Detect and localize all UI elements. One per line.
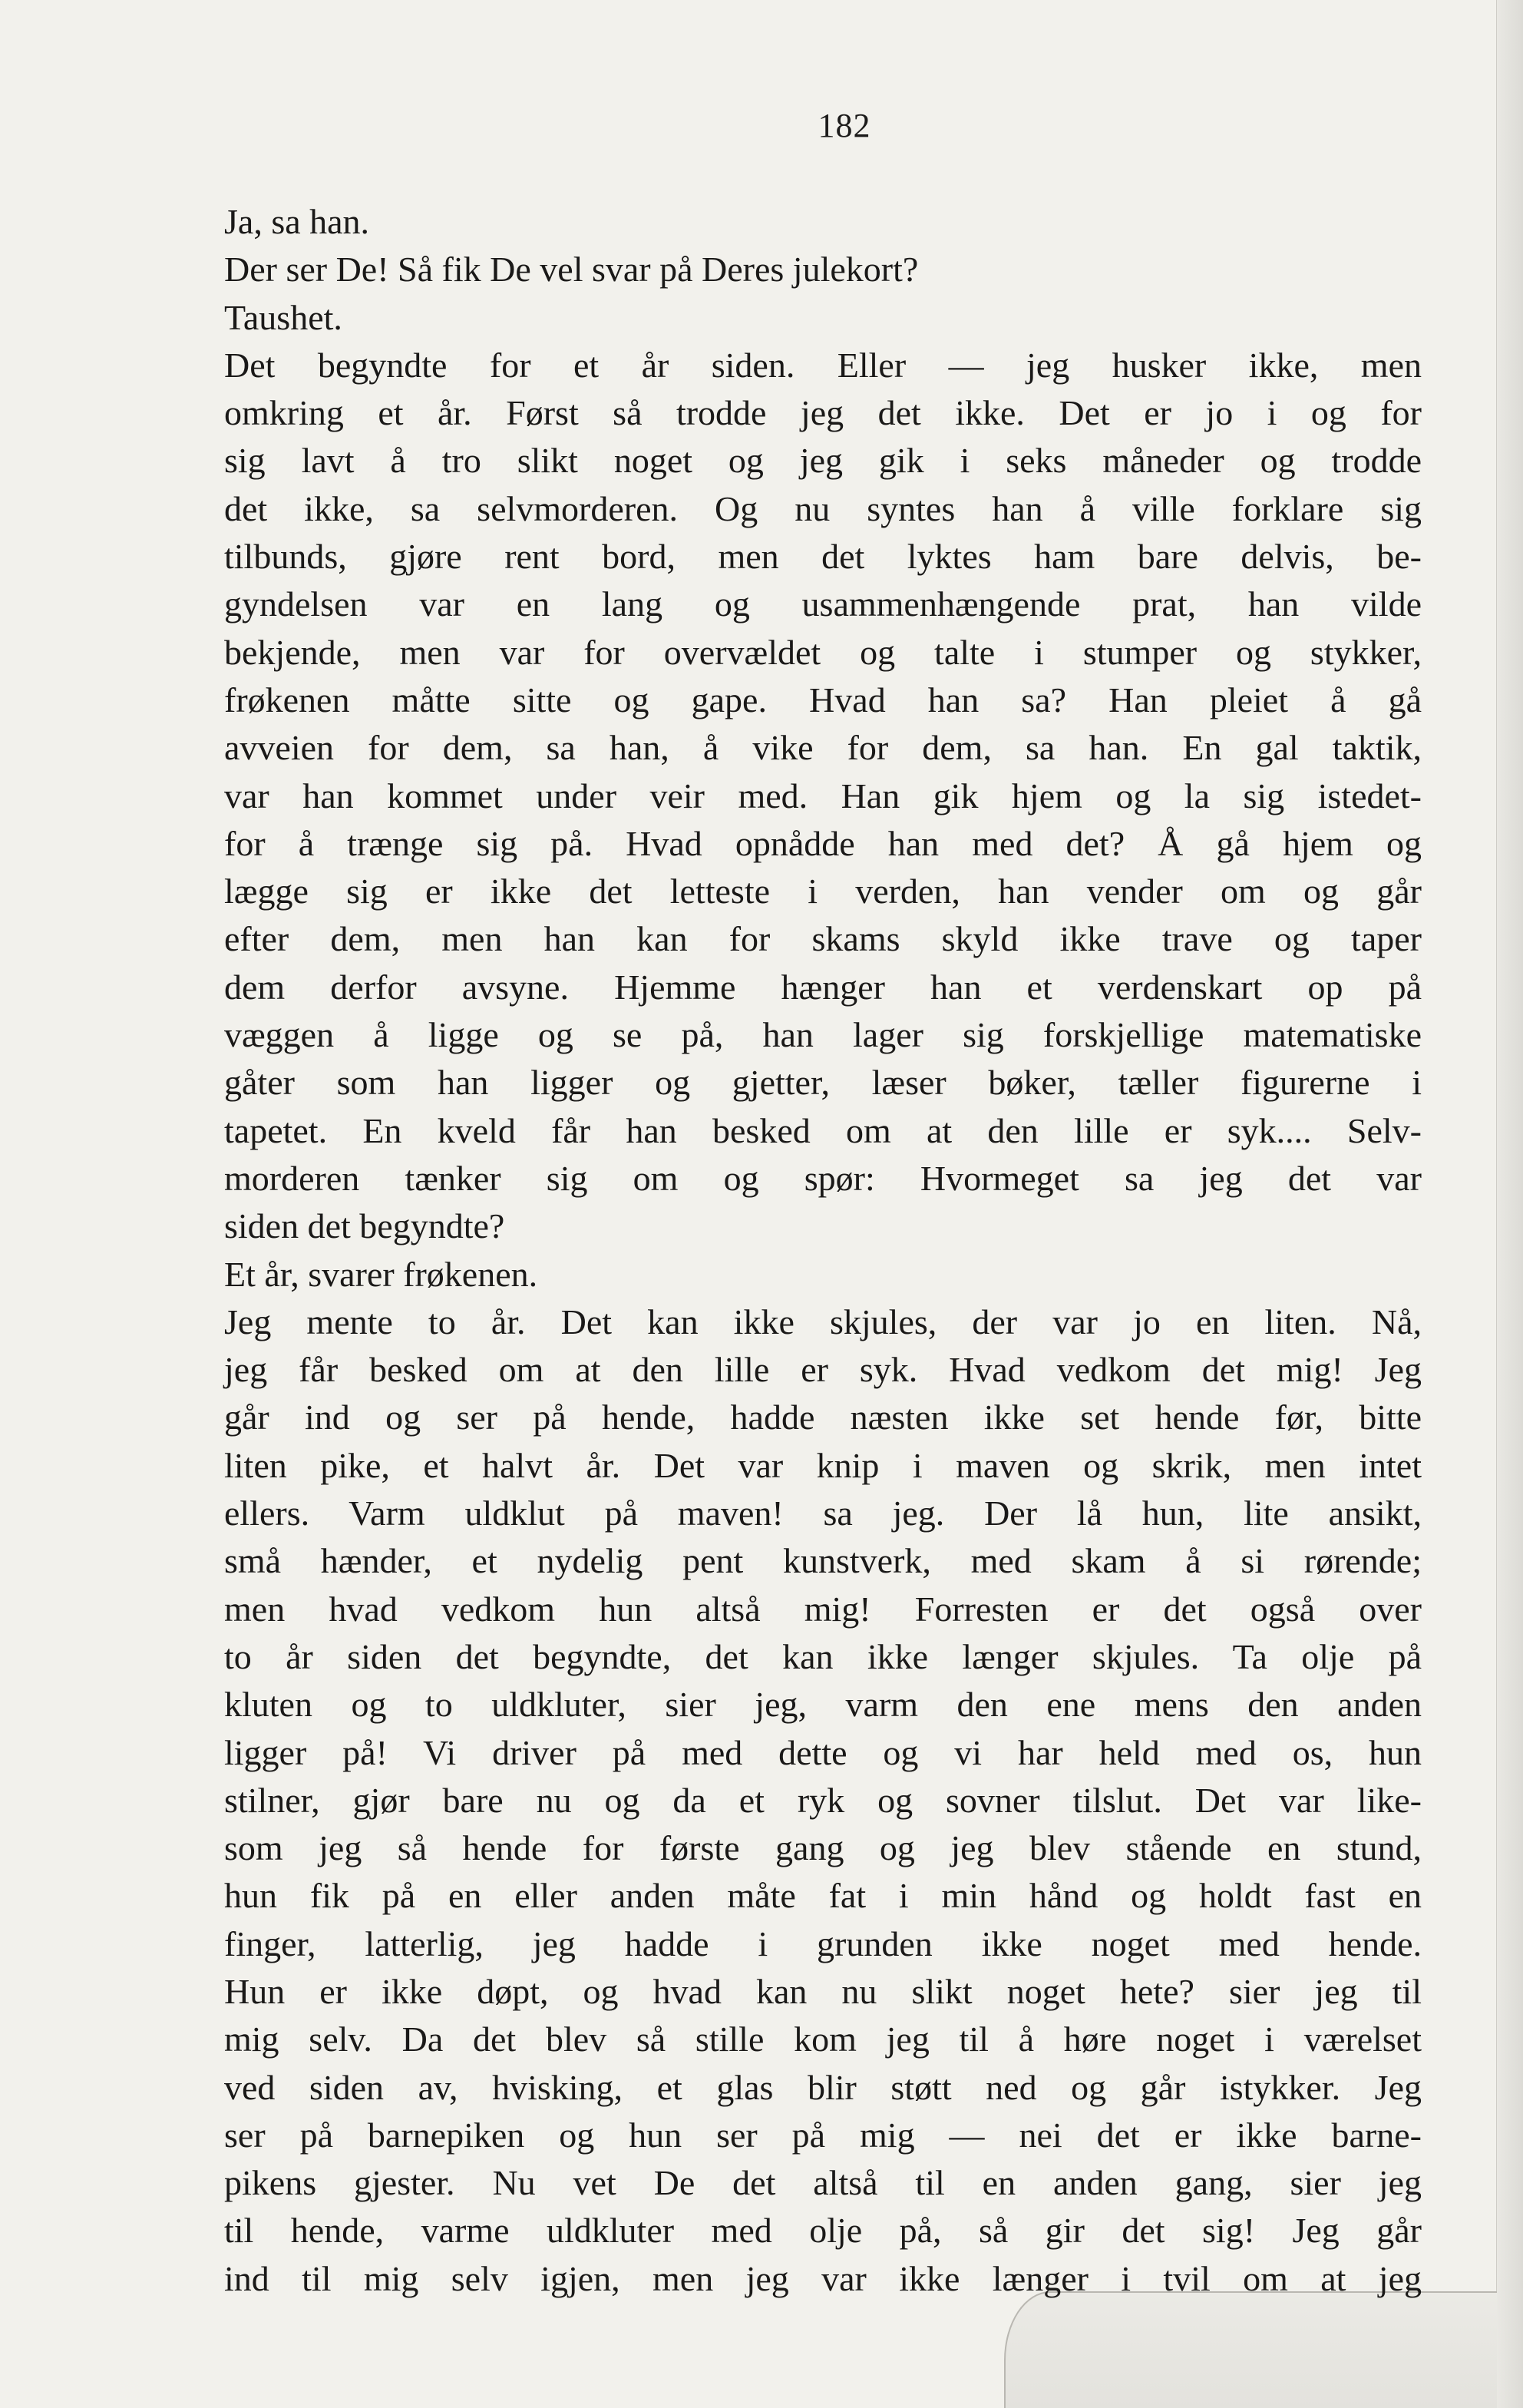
text-line: går ind og ser på hende, hadde næsten ikke set hende før, bitte [224, 1398, 1422, 1437]
text-line: liten pike, et halvt år. Det var knip i maven og skrik, men intet [224, 1445, 1422, 1485]
text-line: dem derfor avsyne. Hjemme hænger han et verdenskart op på [224, 967, 1422, 1007]
text-line: det ikke, sa selvmorderen. Og nu syntes han å ville forklare sig [224, 488, 1422, 528]
text-line: som jeg så hende for første gang og jeg blev stående en stund, [224, 1828, 1422, 1868]
text-line: Taushet. [224, 297, 342, 337]
text-line: frøkenen måtte sitte og gape. Hvad han sa? Han pleiet å gå [224, 680, 1422, 719]
text-line: sig lavt å tro slikt noget og jeg gik i seks måneder og trodde [224, 441, 1422, 481]
page-number: 182 [818, 107, 871, 144]
text-line: Ja, sa han. [224, 202, 370, 241]
text-line: væggen å ligge og se på, han lager sig forskjellige matematiske [224, 1015, 1422, 1055]
text-line: lægge sig er ikke det letteste i verden, han vender om og går [224, 872, 1422, 911]
text-line: hun fik på en eller anden måte fat i min hånd og holdt fast en [224, 1876, 1422, 1916]
page-edge [1496, 0, 1523, 2408]
text-line: avveien for dem, sa han, å vike for dem, sa han. En gal taktik, [224, 728, 1422, 768]
text-line: efter dem, men han kan for skams skyld ikke trave og taper [224, 919, 1422, 959]
text-line: tilbunds, gjøre rent bord, men det lyktes ham bare delvis, be- [224, 537, 1422, 577]
text-line: var han kommet under veir med. Han gik hjem og la sig istedet- [224, 776, 1422, 815]
text-line: siden det begyndte? [224, 1206, 505, 1246]
text-line: ellers. Varm uldklut på maven! sa jeg. Der lå hun, lite ansikt, [224, 1493, 1422, 1533]
paper-corner-tab [1004, 2291, 1497, 2408]
text-line: Der ser De! Så fik De vel svar på Deres julekort? [224, 250, 919, 289]
body-text [224, 198, 1422, 2303]
text-line: omkring et år. Først så trodde jeg det ikke. Det er jo i og for [224, 393, 1422, 433]
text-line: Et år, svarer frøkenen. [224, 1254, 538, 1294]
text-line: små hænder, et nydelig pent kunstverk, med skam å si rørende; [224, 1541, 1422, 1581]
text-line: Jeg mente to år. Det kan ikke skjules, der var jo en liten. Nå, [224, 1302, 1422, 1341]
text-line: Hun er ikke døpt, og hvad kan nu slikt noget hete? sier jeg til [224, 1971, 1422, 2011]
text-line: Det begyndte for et år siden. Eller — jeg husker ikke, men [224, 345, 1422, 385]
text-line: gyndelsen var en lang og usammenhængende prat, han vilde [224, 584, 1422, 624]
text-line: ligger på! Vi driver på med dette og vi har held med os, hun [224, 1732, 1422, 1772]
text-line: finger, latterlig, jeg hadde i grunden ikke noget med hende. [224, 1923, 1422, 1963]
text-line: ved siden av, hvisking, et glas blir støtt ned og går istykker. Jeg [224, 2067, 1422, 2107]
text-line: mig selv. Da det blev så stille kom jeg til å høre noget i værelset [224, 2019, 1422, 2059]
text-line: kluten og to uldkluter, sier jeg, varm den ene mens den anden [224, 1685, 1422, 1725]
text-line: to år siden det begyndte, det kan ikke længer skjules. Ta olje på [224, 1636, 1422, 1676]
text-line: men hvad vedkom hun altså mig! Forresten er det også over [224, 1589, 1422, 1629]
text-line: tapetet. En kveld får han besked om at den lille er syk.... Selv- [224, 1110, 1422, 1150]
text-line: til hende, varme uldkluter med olje på, så gir det sig! Jeg går [224, 2211, 1422, 2251]
text-line: gåter som han ligger og gjetter, læser bøker, tæller figurerne i [224, 1063, 1422, 1103]
text-line: pikens gjester. Nu vet De det altså til en anden gang, sier jeg [224, 2163, 1422, 2203]
text-line: ser på barnepiken og hun ser på mig — nei det er ikke barne- [224, 2115, 1422, 2155]
text-line: bekjende, men var for overvældet og talte i stumper og stykker, [224, 632, 1422, 672]
text-line: stilner, gjør bare nu og da et ryk og sovner tilslut. Det var like- [224, 1780, 1422, 1820]
text-line: for å trænge sig på. Hvad opnådde han med det? Å gå hjem og [224, 823, 1422, 863]
text-line: jeg får besked om at den lille er syk. Hvad vedkom det mig! Jeg [224, 1350, 1422, 1390]
text-line: ind til mig selv igjen, men jeg var ikke længer i tvil om at jeg [224, 2258, 1422, 2298]
text-line: morderen tænker sig om og spør: Hvormeget sa jeg det var [224, 1158, 1422, 1198]
